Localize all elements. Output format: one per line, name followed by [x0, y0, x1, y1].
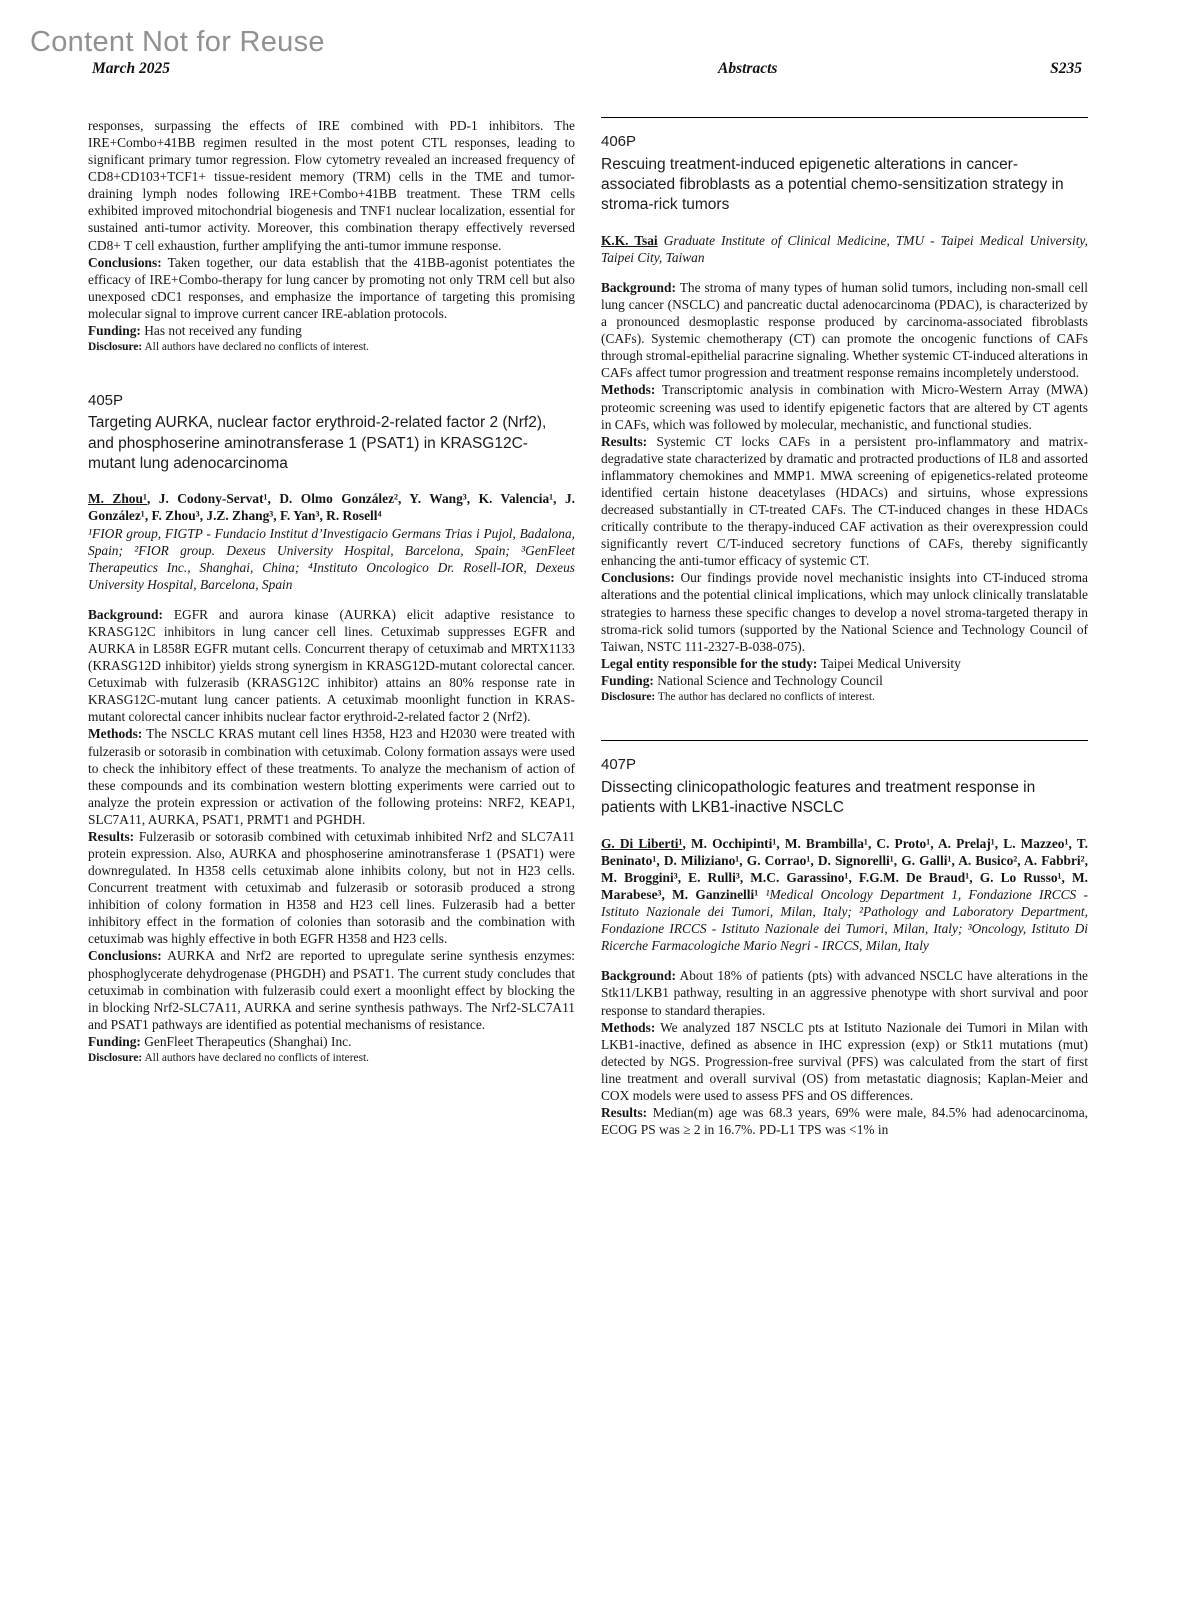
background-paragraph [601, 279, 1088, 381]
section-text: Median(m) age was 68.3 years, 69% were male, 84.5% had adenocarcinoma, ECOG PS was ≥ 2 in 16.7%. PD-L1 TPS was <1% in [601, 1105, 1088, 1138]
section-text: National Science and Technology Council [657, 672, 883, 688]
section-label: Funding: [601, 672, 654, 688]
abstract-406P [601, 132, 1088, 704]
watermark-text: Content Not for Reuse [30, 26, 325, 58]
conclusions-paragraph [88, 947, 575, 1032]
section-label: Conclusions: [88, 254, 162, 270]
methods-paragraph [88, 725, 575, 827]
section-text: Transcriptomic analysis in combination with Micro-Western Array (MWA) proteomic screening was used to identify epigenetic factors that are altered by CT agents in CAFs, which was followed by molecular, mechanistic, and functional studies. [601, 382, 1088, 432]
page-header [88, 60, 1082, 82]
abstract-title: Rescuing treatment-induced epigenetic alterations in cancer-associated fibroblasts as a potential chemo-sensitization strategy in stroma-rick tumors [601, 155, 1064, 214]
section-label: Disclosure: [601, 690, 656, 703]
section-text: The stroma of many types of human solid tumors, including non-small cell lung cancer (NSCLC) and pancreatic ductal adenocarcinoma (PDAC), is characterized by a pronounced desmoplastic response produced by carcinoma-associated fibroblasts (CAFs). Systemic chemotherapy (CT) can promote the oncogenic functions of CAFs through stromal-epithelial paracrine signaling. Whether systemic CT-induced alterations in CAFs affect tumor progression and treatment response remains incompletely understood. [601, 280, 1088, 381]
affiliation: Graduate Institute of Clinical Medicine, TMU - Taipei Medical University, Taipei City, Taiwan [601, 232, 1088, 265]
conclusions-paragraph [601, 569, 1088, 654]
author-affiliation [601, 232, 1088, 266]
presenting-author: K.K. Tsai [601, 232, 658, 248]
section-text: Taipei Medical University [820, 655, 961, 671]
methods-paragraph [601, 381, 1088, 432]
abstract-405P [88, 391, 575, 1066]
section-text: All authors have declared no conflicts of interest. [144, 1051, 370, 1064]
issue-date: March 2025 [92, 60, 170, 77]
section-text: The NSCLC KRAS mutant cell lines H358, H23 and H2030 were treated with fulzerasib or sotorasib in combination with cetuximab. Colony formation assays were used to check the inhibitory effect of these treatments. To analyze the mechanism of action of these compounds and its combination western blotting experiments were carried out to analyze the protein expression or activation of the following proteins: NRF2, KEAP1, SLC7A11, AURKA, PSAT1, PRMT1 and PGHDH. [88, 726, 575, 827]
section-label: Methods: [601, 1019, 656, 1035]
section-text: EGFR and aurora kinase (AURKA) elicit adaptive resistance to KRASG12C inhibitors in lung cancer cell lines. Cetuximab suppresses EGFR and AURKA in L858R EGFR mutant cells. Concurrent therapy of cetuximab and MRTX1133 (KRASG12D inhibitor) yields strong synergism in KRASG12D-mutant colorectal cancer. Cetuximab with fulzerasib (KRASG12C inhibitor) attains an 80% response rate in KRASG12C-mutant lung cancer patients. A cetuximab moonlight function in KRAS-mutant colorectal cancer inhibits nuclear factor erythroid-2-related factor 2 (Nrf2). [88, 606, 575, 725]
funding-line [88, 322, 575, 339]
abstract-407P [601, 755, 1088, 1138]
section-text: The author has declared no conflicts of interest. [657, 690, 875, 703]
section-label: Background: [88, 606, 163, 622]
abstract-number: 406P [601, 133, 637, 150]
coauthors: , M. Occhipinti¹, M. Brambilla¹, C. Proto¹, A. Prelaj¹, L. Mazzeo¹, T. Beninato¹, D. Miliziano¹, G. Corrao¹, D. Signorelli¹, G. Galli¹, A. Busico², A. Fabbri², M. Broggini³, E. Rulli³, M.C. Garassino¹, F.G.M. De Braud¹, G. Lo Russo¹, M. Marabese³, M. Ganzinelli¹ [601, 835, 1089, 903]
section-label: Funding: [88, 1033, 141, 1049]
section-label: Results: [88, 828, 135, 844]
section-text: We analyzed 187 NSCLC pts at Istituto Nazionale dei Tumori in Milan with LKB1-inactive, defined as absence in IHC expression (exp) or Stk11 mutations (mut) detected by NGS. Progression-free survival (PFS) was calculated from the start of first line treatment and overall survival (OS) from metastatic diagnosis; Kaplan-Meier and COX models were used to assess PFS and OS differences. [601, 1019, 1088, 1103]
section-label: Conclusions: [601, 570, 675, 586]
methods-paragraph [601, 1019, 1088, 1104]
page-number: S235 [1050, 60, 1082, 77]
results-paragraph [88, 828, 575, 948]
author-list [88, 490, 575, 524]
affiliations: ¹Medical Oncology Department 1, Fondazione IRCCS - Istituto Nazionale dei Tumori, Milan, Italy; ²Pathology and Laboratory Department, Fondazione IRCCS - Istituto Nazionale dei Tumori, Milan, Italy; ³Oncology, Istituto Di Ricerche Farmacologiche Mario Negri - IRCCS, Milan, Italy [601, 887, 1088, 954]
section-title: Abstracts [718, 60, 778, 77]
funding-line [601, 672, 1088, 689]
disclosure-line [88, 1051, 575, 1066]
legal-entity-line [601, 655, 1088, 672]
disclosure-line [88, 340, 575, 355]
left-column [88, 117, 575, 1174]
section-label: Disclosure: [88, 341, 143, 354]
abstract-continued [88, 117, 575, 355]
presenting-author: G. Di Liberti¹ [601, 835, 683, 851]
content-columns [88, 117, 1088, 1174]
section-text: Taken together, our data establish that the 41BB-agonist potentiates the efficacy of IRE+Combo-therapy for lung cancer by promoting not only TRM cell but also unexposed cDC1 responses, and emphasize the importance of targeting this promising molecular signal to improve current cancer IRE-ablation protocols. [88, 254, 575, 321]
section-label: Funding: [88, 322, 141, 338]
section-text: Fulzerasib or sotorasib combined with cetuximab inhibited Nrf2 and SLC7A11 protein expression. Also, AURKA and phosphoserine aminotransferase 1 (PSAT1) were downregulated. In H358 cells cetuximab alone inhibits colony, but not in H23 cells. Concurrent treatment with cetuximab and fulzerasib or sotorasib produced a strong inhibition of colony formation in H358 and H23 cell lines. Fulzerasib had a better inhibitory effect in the formation of colonies than sotorasib and the combination with cetuximab was highly effective in both EGFR H358 and H23 cells. [88, 828, 575, 947]
abstract-divider [601, 117, 1088, 118]
section-label: Disclosure: [88, 1051, 143, 1064]
section-label: Background: [601, 280, 676, 296]
section-label: Results: [601, 1105, 648, 1120]
section-text: All authors have declared no conflicts of interest. [144, 341, 370, 354]
results-paragraph [601, 1104, 1088, 1138]
right-column [601, 117, 1088, 1174]
abstract-title: Targeting AURKA, nuclear factor erythroid-2-related factor 2 (Nrf2), and phosphoserine aminotransferase 1 (PSAT1) in KRASG12C-mutant lung adenocarcinoma [88, 414, 547, 472]
abstract-divider [601, 740, 1088, 741]
abstract-number: 407P [601, 756, 637, 774]
results-paragraph [601, 433, 1088, 570]
section-text: AURKA and Nrf2 are reported to upregulate serine synthesis enzymes: phosphoglycerate dehydrogenase (PHGDH) and PSAT1. The current study concludes that cetuximab in combination with fulzerasib could exert a moonlight effect by blocking the in blocking Nrf2-SLC7A11, AURKA and serine synthesis pathways. The Nrf2-SLC7A11 and PSAT1 pathways are identified as potential mechanisms of resistance. [88, 948, 576, 1032]
section-text: About 18% of patients (pts) with advanced NSCLC have alterations in the Stk11/LKB1 pathway, resulting in an aggressive phenotype with short survival and poor response to standard therapies. [601, 968, 1089, 1018]
affiliations: ¹FIOR group, FIGTP - Fundacio Institut d’Investigacio Germans Trias i Pujol, Badalona, Spain; ²FIOR group. Dexeus University Hospital, Barcelona, Spain; ³GenFleet Therapeutics Inc., Shanghai, China; ⁴Instituto Oncologico Dr. Rosell-IOR, Dexeus University Hospital, Barcelona, Spain [88, 525, 575, 592]
background-paragraph [88, 606, 575, 726]
abstract-number: 405P [88, 391, 124, 409]
section-label: Methods: [88, 726, 143, 742]
coauthors: , J. Codony-Servat¹, D. Olmo González², Y. Wang³, K. Valencia¹, J. González¹, F. Zhou³, J.Z. Zhang³, F. Yan³, R. Rosell⁴ [88, 491, 575, 524]
section-text: Systemic CT locks CAFs in a persistent pro-inflammatory and matrix-degradative state characterized by dramatic and protracted productions of IL8 and assorted inflammatory chemokines and MMP1. MWA screening of epigenetics-related proteome identified certain histone deacetylases (HDACs) and sirtuins, whose expressions decreased substantially in CT-treated CAFs. The CT-induced changes in these HDACs critically contribute to the therapy-induced CAF activation as their overexpression could significantly revert C/T-induced secretory functions of CAFs, thereby significantly enhancing the anti-tumor efficacy of systemic CT. [601, 433, 1088, 569]
funding-line [88, 1033, 575, 1050]
conclusions-paragraph [88, 254, 575, 322]
section-text: Has not received any funding [144, 322, 302, 338]
presenting-author: M. Zhou¹ [88, 491, 147, 507]
section-label: Methods: [601, 382, 656, 398]
section-text: Our findings provide novel mechanistic insights into CT-induced stroma alterations and the potential clinical implications, which may unlock clinically translatable strategies to harness these specific changes to develop a novel stroma-targeted therapy in stroma-rick solid tumors (supported by the National Science and Technology Council of Taiwan, NSTC 111-2327-B-038-075). [601, 570, 1089, 654]
abstract-body-continued: responses, surpassing the effects of IRE combined with PD-1 inhibitors. The IRE+Combo+41BB regimen resulted in the most potent CTL responses, leading to significant primary tumor regression. Flow cytometry revealed an increased frequency of CD8+CD103+TCF1+ tissue-resident memory (TRM) cells in the TME and tumor-draining lymph nodes following IRE+Combo+41BB treatment. These TRM cells exhibited improved mitochondrial biogenesis and TNF1 nuclear localization, essential for sustained anti-tumor activity. Moreover, this combination therapy effectively reversed CD8+ T cell exhaustion, further amplifying the anti-tumor immune response. [88, 118, 575, 253]
section-label: Background: [601, 968, 676, 984]
abstract-title: Dissecting clinicopathologic features and treatment response in patients with LKB1-inactive NSCLC [601, 778, 1036, 817]
section-label: Legal entity responsible for the study: [601, 655, 818, 671]
disclosure-line [601, 690, 1088, 705]
author-affiliation [601, 835, 1088, 955]
background-paragraph [601, 967, 1088, 1018]
section-label: Conclusions: [88, 948, 162, 964]
section-text: GenFleet Therapeutics (Shanghai) Inc. [144, 1033, 352, 1049]
section-label: Results: [601, 433, 648, 449]
